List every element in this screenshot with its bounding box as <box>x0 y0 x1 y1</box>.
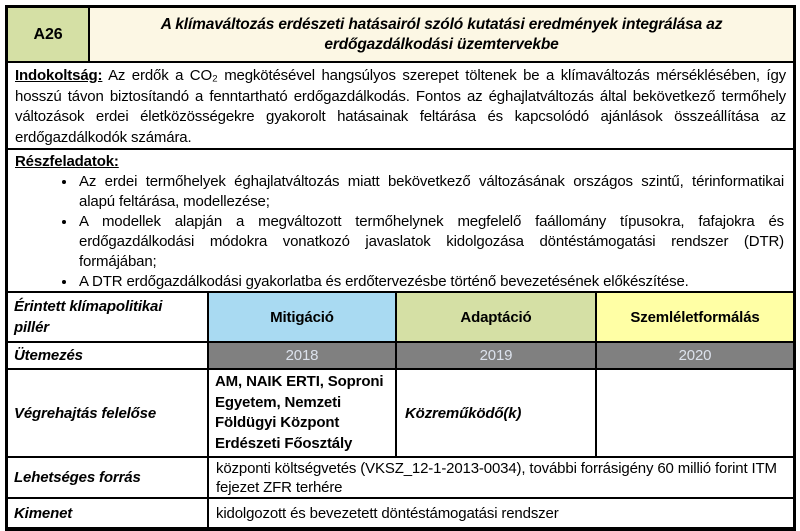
schedule-year-2018: 2018 <box>207 343 395 368</box>
responsible-row <box>8 368 793 456</box>
source-row-label: Lehetséges forrás <box>14 469 141 486</box>
subtask-item: • Az erdei termőhelyek éghajlatváltozás miatt bekövetkező változásának országos szintű, térinformatikai alapú feltárása, modellezése; <box>77 172 784 212</box>
schedule-row <box>8 341 793 368</box>
pillar-row-label: Érintett klímapolitikai pillér <box>14 298 163 336</box>
contributors-value <box>595 370 793 456</box>
responsible-value: AM, NAIK ERTI, Soproni Egyetem, Nemzeti Földügyi Központ Erdészeti Főosztály <box>207 370 395 456</box>
output-value: kidolgozott és bevezetett döntéstámogatási rendszer <box>207 499 793 527</box>
schedule-year-2019: 2019 <box>395 343 595 368</box>
schedule-row-label: Ütemezés <box>14 347 83 364</box>
subtask-item: • A DTR erdőgazdálkodási gyakorlatba és erdőtervezésbe történő bevezetésének előkészítése. <box>77 272 784 292</box>
responsible-row-label: Végrehajtás felelőse <box>14 404 157 422</box>
subtasks-label: Részfeladatok: <box>15 153 119 170</box>
source-row <box>8 456 793 497</box>
subtasks-list <box>15 172 786 292</box>
subtasks-row <box>8 148 793 291</box>
justification-label: Indokoltság: <box>15 67 103 84</box>
schedule-year-2020: 2020 <box>595 343 793 368</box>
measure-code: A26 <box>8 8 88 61</box>
header-row <box>8 8 793 61</box>
justification-paragraph <box>15 66 786 148</box>
pillar-adaptation: Adaptáció <box>395 293 595 341</box>
contributors-label: Közreműködő(k) <box>395 370 595 456</box>
pillar-awareness: Szemléletformálás <box>595 293 793 341</box>
partial-row <box>8 527 793 531</box>
measure-title: A klímaváltozás erdészeti hatásairól szóló kutatási eredmények integrálása az erdőgazdálkodási üzemtervekbe <box>88 8 793 61</box>
pillar-mitigation: Mitigáció <box>207 293 395 341</box>
justification-row <box>8 61 793 148</box>
subtask-item: • A modellek alapján a megváltozott termőhelynek megfelelő faállomány típusokra, fafajokra és erdőgazdálkodási módokra vonatkozó javaslatok kidolgozása döntéstámogatási rendszer (DTR) formájában; <box>77 212 784 272</box>
measure-sheet <box>5 5 796 531</box>
source-value: központi költségvetés (VKSZ_12-1-2013-0034), további forrásigény 60 millió forint ITM fejezet ZFR terhére <box>207 458 793 497</box>
output-row <box>8 497 793 527</box>
output-row-label: Kimenet <box>14 504 73 522</box>
justification-text: Az erdők a CO₂ megkötésével hangsúlyos szerepet töltenek be a klímaváltozás mérséklésében, így hosszú távon biztosítandó a fenntartható erdőgazdálkodás. Fontos az éghajlatváltozás által bekövetkező termőhely változások erdei életközösségekre gyakorolt hatásainak feltárása és kapcsolódó ajánlások összeállítása az erdőgazdálkodók számára. <box>15 67 786 146</box>
pillar-row <box>8 291 793 341</box>
